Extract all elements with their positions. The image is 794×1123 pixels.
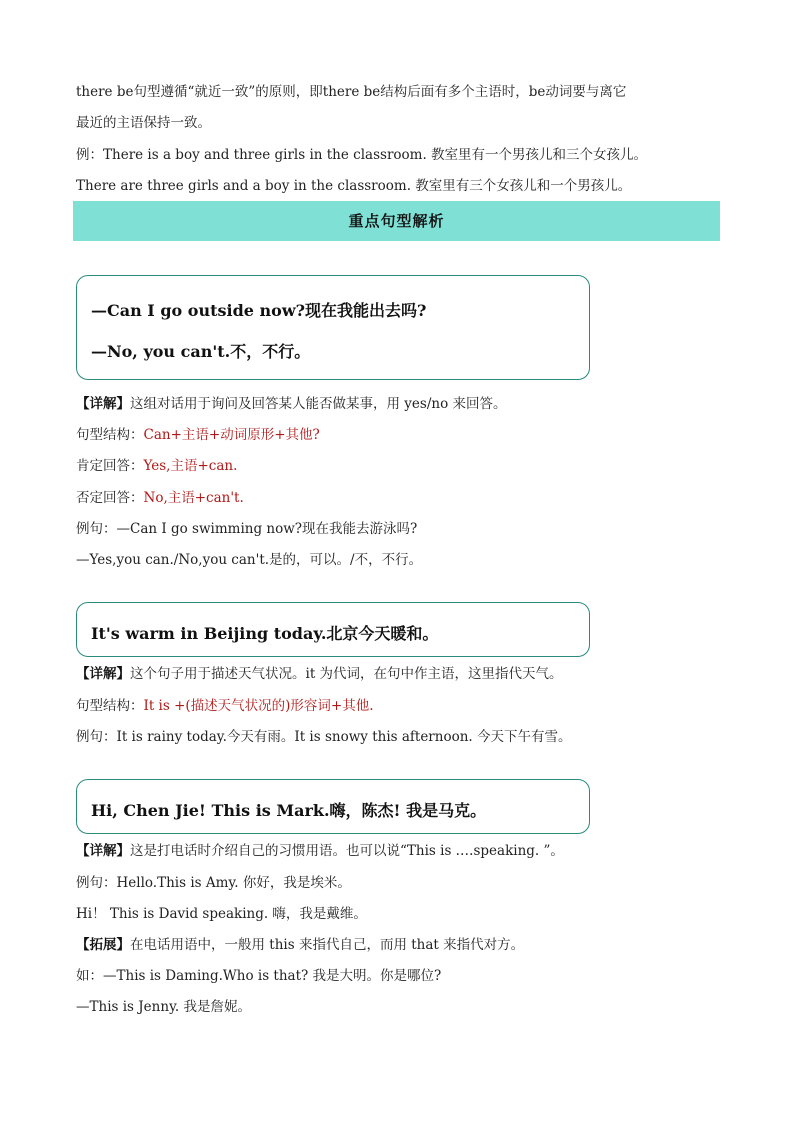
detail-tag: 【详解】 (76, 396, 130, 412)
positive-label: 肯定回答： (76, 458, 144, 474)
detail-tag: 【详解】 (76, 666, 130, 682)
section3-extend (76, 936, 524, 954)
detail-tag: 【详解】 (76, 843, 130, 859)
key-sentence-box-3 (76, 779, 590, 834)
extend-tag: 【拓展】 (76, 937, 130, 953)
box1-line-1: —Can I go outside now?现在我能出去吗? (91, 301, 427, 320)
intro-example-2: There are three girls and a boy in the classroom. 教室里有三个女孩儿和一个男孩儿。 (76, 178, 632, 194)
section-banner: 重点句型解析 (73, 201, 720, 241)
section1-negative (76, 489, 244, 507)
section1-example-2: —Yes,you can./No,you can't.是的，可以。/不，不行。 (76, 552, 423, 568)
positive-value: Yes,主语+can. (143, 458, 238, 474)
intro-example-1: 例：There is a boy and three girls in the classroom. 教室里有一个男孩儿和三个女孩儿。 (76, 147, 648, 163)
section1-example-1: 例句：—Can I go swimming now?现在我能去游泳吗? (76, 521, 418, 537)
intro-line-1: there be句型遵循“就近一致”的原则，即there be结构后面有多个主语时，be动词要与离它 (76, 84, 627, 100)
key-sentence-box-1 (76, 275, 590, 380)
section1-positive (76, 457, 237, 475)
section3-example-1: 例句：Hello.This is Amy. 你好，我是埃米。 (76, 875, 351, 891)
section3-example-3: 如：—This is Daming.Who is that? 我是大明。你是哪位? (76, 968, 442, 984)
detail-text: 这组对话用于询问及回答某人能否做某事，用 yes/no 来回答。 (130, 396, 507, 412)
structure-value: Can+主语+动词原形+其他? (143, 427, 320, 443)
section3-example-2: Hi！ This is David speaking. 嗨，我是戴维。 (76, 906, 367, 922)
box2-line-1: It's warm in Beijing today.北京今天暖和。 (91, 624, 439, 643)
section3-detail (76, 842, 564, 860)
detail-text: 这是打电话时介绍自己的习惯用语。也可以说“This is .…speaking. ”。 (130, 843, 564, 859)
key-sentence-box-2 (76, 602, 590, 657)
structure-label: 句型结构： (76, 698, 144, 714)
negative-label: 否定回答： (76, 490, 144, 506)
structure-value: It is +(描述天气状况的)形容词+其他. (143, 698, 374, 714)
detail-text: 这个句子用于描述天气状况。it 为代词，在句中作主语，这里指代天气。 (130, 666, 563, 682)
box1-line-2: —No, you can't.不，不行。 (91, 342, 311, 361)
extend-text: 在电话用语中，一般用 this 来指代自己，而用 that 来指代对方。 (130, 937, 525, 953)
section2-detail (76, 665, 563, 683)
section1-detail (76, 395, 507, 413)
negative-value: No,主语+can't. (143, 490, 244, 506)
section2-structure (76, 697, 374, 715)
section3-example-4: —This is Jenny. 我是詹妮。 (76, 999, 251, 1015)
intro-line-2: 最近的主语保持一致。 (76, 115, 211, 131)
section1-structure (76, 426, 320, 444)
structure-label: 句型结构： (76, 427, 144, 443)
section2-example-1: 例句：It is rainy today.今天有雨。It is snowy this afternoon. 今天下午有雪。 (76, 729, 572, 745)
box3-line-1: Hi, Chen Jie! This is Mark.嗨，陈杰! 我是马克。 (91, 801, 487, 820)
